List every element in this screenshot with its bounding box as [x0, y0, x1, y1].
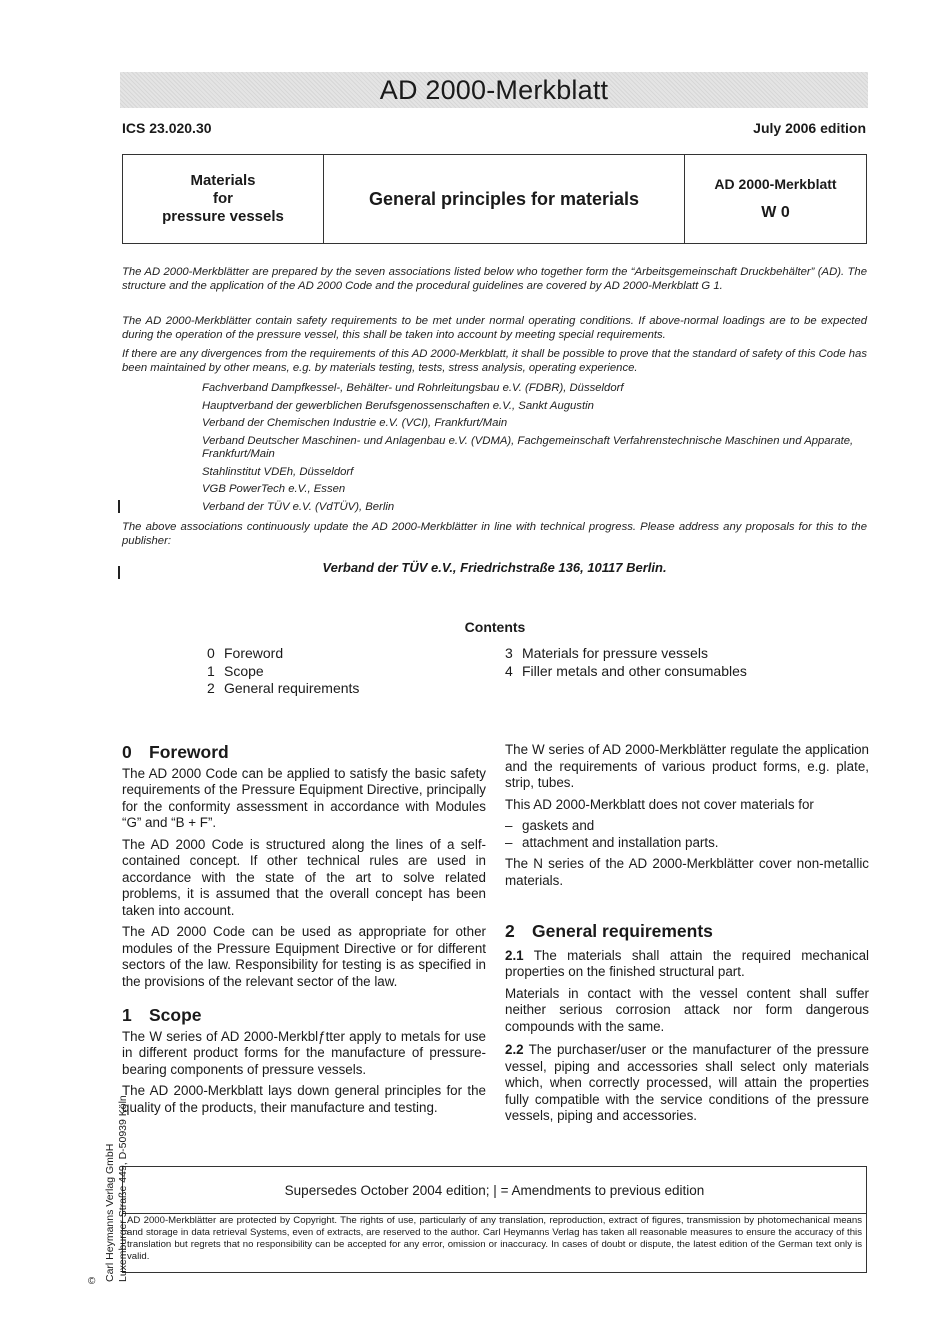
contents-item-number: 3 — [505, 645, 513, 661]
category-cell — [123, 155, 324, 243]
contents-title: Contents — [464, 619, 526, 635]
header-table — [122, 154, 867, 244]
contents-item-label: Materials for pressure vessels — [522, 645, 708, 661]
list-item — [505, 818, 869, 835]
section-title: Scope — [149, 1005, 202, 1025]
publisher-address: Verband der TÜV e.V., Friedrichstraße 136, 10117 Berlin. — [322, 560, 667, 575]
intro-paragraph: The AD 2000-Merkblätter are prepared by the seven associations listed below who together form the “Arbeitsgemeinschaft Druckbehälter” (AD). The structure and the application of the AD 2000 Code and the procedural guidelines are covered by AD 2000-Merkblatt G 1. — [122, 266, 867, 292]
contents-item — [207, 680, 359, 698]
ics-code: ICS 23.020.30 — [122, 120, 212, 136]
contents-item-number: 4 — [505, 662, 513, 679]
intro-paragraph: The above associations continuously update the AD 2000-Merkblätter in line with technical progress. Please address any proposals for this to the publisher: — [122, 521, 867, 547]
amendment-bar — [118, 566, 120, 579]
list-item-text: attachment and installation parts. — [522, 834, 719, 850]
body-column-left — [122, 744, 486, 1121]
association-item: Verband der TÜV e.V. (VdTÜV), Berlin — [202, 500, 395, 513]
association-item: Fachverband Dampfkessel-, Behälter- und Rohrleitungsbau e.V. (FDBR), Düsseldorf — [202, 382, 624, 394]
copyright-notice: AD 2000-Merkblätter are protected by Copyright. The rights of use, particularly of any translation, reproduction, extract of figures, transmission by photomechanical means and storage in data retrieval Systems, even of extracts, are reserved to the author. Carl Heymanns Verlag has taken all reasonable measures to ensure the accuracy of this translation but regrets that no responsibility can be accepted for any error, omission or inaccuracy. In cases of doubt or dispute, the latest edition of the German text only is valid. — [122, 1212, 867, 1273]
association-item: VGB PowerTech e.V., Essen — [202, 483, 346, 495]
clause-number: 2.1 — [505, 947, 524, 963]
body-paragraph: The AD 2000 Code can be applied to satisfy the basic safety requirements of the Pressure Equipment Directive, principally for the conformity assessment in accordance with Modules “G” and “B + F”. — [122, 765, 486, 830]
body-column-right — [505, 742, 869, 1130]
subject-title: General principles for materials — [368, 188, 640, 209]
contents-item — [207, 645, 359, 663]
list-dash: – — [505, 818, 513, 833]
document-title-band — [120, 72, 868, 108]
copyright-symbol: © — [88, 1276, 96, 1287]
body-paragraph — [505, 948, 869, 981]
section-heading-general-requirements — [505, 923, 869, 940]
document-title: AD 2000-Merkblatt — [379, 74, 609, 105]
contents-item — [505, 645, 747, 663]
category-line: Materials — [190, 172, 256, 189]
contents-item-label: Filler metals and other consumables — [522, 662, 747, 679]
body-paragraph: This AD 2000-Merkblatt does not cover materials for — [505, 796, 814, 812]
association-item: Hauptverband der gewerblichen Berufsgenossenschaften e.V., Sankt Augustin — [202, 399, 594, 412]
edition-label: July 2006 edition — [753, 120, 866, 136]
category-line: for — [213, 190, 233, 207]
clause-number: 2.2 — [505, 1042, 524, 1057]
body-paragraph: The W series of AD 2000-Merkblƒtter apply to metals for use in different product forms for the manufacture of pressure-bearing components of pressure vessels. — [122, 1028, 486, 1077]
category-line: pressure vessels — [162, 208, 284, 225]
intro-paragraph: If there are any divergences from the requirements of this AD 2000-Merkblatt, it shall be possible to prove that the standard of safety of this Code has been maintained by other means, e.g. by materials testing, tests, stress analysis, operating experience. — [122, 348, 867, 374]
section-heading-scope — [122, 1007, 486, 1024]
section-number: 0 — [122, 742, 132, 762]
association-item: Stahlinstitut VDEh, Düsseldorf — [202, 465, 354, 478]
section-number: 2 — [505, 921, 515, 941]
publisher-side-text — [104, 1095, 130, 1282]
series-label: AD 2000-Merkblatt — [714, 176, 837, 192]
amendment-bar — [118, 500, 120, 513]
contents-item-number: 0 — [207, 645, 215, 661]
code-cell — [685, 155, 866, 243]
body-paragraph — [505, 1042, 869, 1125]
contents-item-label: General requirements — [224, 680, 360, 696]
section-heading-foreword — [122, 744, 486, 761]
section-title: Foreword — [149, 742, 229, 762]
association-item: Verband der Chemischen Industrie e.V. (VCI), Frankfurt/Main — [202, 417, 508, 429]
body-paragraph: The AD 2000 Code is structured along the lines of a self-contained concept. If other technical rules are used in accordance with the state of the art to solve related problems, it is assumed that the overall concept has been taken into account. — [122, 836, 486, 918]
section-number: 1 — [122, 1005, 132, 1025]
merkblatt-code: W 0 — [761, 204, 790, 221]
contents-item-label: Foreword — [224, 645, 284, 661]
body-paragraph: The W series of AD 2000-Merkblätter regulate the application and the requirements of various product forms, e.g. plate, strip, tubes. — [505, 742, 869, 790]
contents-item-number: 1 — [207, 662, 215, 679]
section-title: General requirements — [532, 921, 713, 941]
body-paragraph: The AD 2000-Merkblatt lays down general principles for the quality of the products, their manufacture and testing. — [122, 1083, 486, 1115]
contents-item — [207, 663, 359, 681]
body-paragraph: Materials in contact with the vessel content shall suffer neither serious corrosion attack nor form dangerous compounds with the same. — [505, 985, 869, 1034]
supersedes-note: Supersedes October 2004 edition; | = Amendments to previous edition — [284, 1182, 705, 1198]
subject-cell — [324, 155, 685, 243]
clause-text: The materials shall attain the required mechanical properties on the finished structural part. — [505, 947, 869, 979]
body-paragraph: The AD 2000 Code can be used as appropriate for other modules of the Pressure Equipment Directive or for different sectors of the law. Responsibility for testing is as specified in the provisions of the relevant sector of the law. — [122, 924, 486, 989]
contents-item-number: 2 — [207, 680, 215, 696]
association-list — [202, 382, 867, 518]
association-item: Verband Deutscher Maschinen- und Anlagenbau e.V. (VDMA), Fachgemeinschaft Verfahrenstechnische Maschinen und Apparate, Frankfurt/Main — [202, 434, 854, 460]
publisher-address-line: Luxemburger Straße 449, D-50939 Köln — [117, 1095, 129, 1282]
contents-column-right — [505, 645, 747, 680]
list-item — [505, 835, 869, 852]
contents-item — [505, 663, 747, 681]
clause-text: The purchaser/user or the manufacturer of the pressure vessel, piping and accessories shall select only materials which, when correctly processed, will attain the properties fully compatible with the service conditions of the pressure vessels, piping and accessories. — [505, 1042, 869, 1123]
supersedes-box — [122, 1166, 867, 1214]
publisher-name: Carl Heymanns Verlag GmbH — [104, 1143, 116, 1282]
intro-paragraph: The AD 2000-Merkblätter contain safety requirements to be met under normal operating conditions. If above-normal loadings are to be expected during the operation of the pressure vessel, this shall be taken into account by meeting special requirements. — [122, 315, 867, 341]
list-dash: – — [505, 834, 513, 850]
contents-column-left — [207, 645, 359, 698]
list-item-text: gaskets and — [522, 818, 595, 833]
body-paragraph: The N series of the AD 2000-Merkblätter cover non-metallic materials. — [505, 856, 869, 888]
contents-item-label: Scope — [224, 662, 264, 679]
